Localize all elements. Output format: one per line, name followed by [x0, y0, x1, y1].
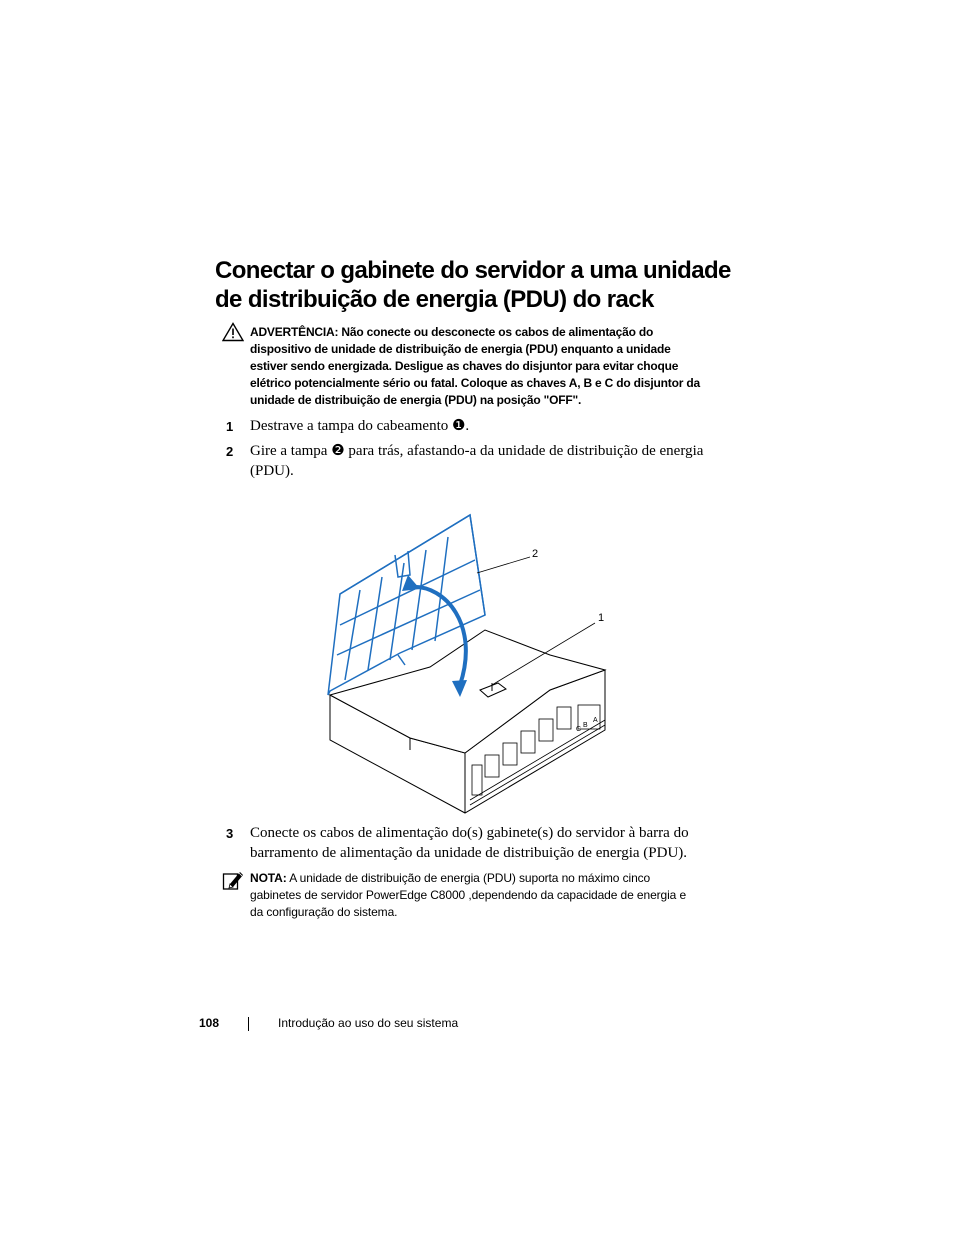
- footer-divider: [248, 1017, 249, 1031]
- note-body: A unidade de distribuição de energia (PDU) suporta no máximo cinco gabinetes de servidor PowerEdge C8000 ,dependendo da capacidade de energia e da configuração do sistema.: [250, 871, 687, 919]
- warning-text: [250, 324, 702, 409]
- callout-1: 1: [598, 612, 605, 624]
- step-number: 1: [226, 419, 234, 434]
- note-pencil-icon: [222, 869, 244, 896]
- step-text: Conecte os cabos de alimentação do(s) gabinete(s) do servidor à barra do barramento de alimentação da unidade de distribuição de energia (PDU).: [250, 825, 689, 861]
- breaker-label-b: B: [583, 722, 588, 729]
- step-text: Gire a tampa ❷ para trás, afastando-a da unidade de distribuição de energia (PDU).: [250, 443, 704, 479]
- page-number: 108: [199, 1016, 220, 1030]
- warning-label: ADVERTÊNCIA:: [250, 325, 339, 339]
- callout-2: 2: [532, 548, 539, 560]
- breaker-label-a: A: [593, 717, 598, 724]
- warning-triangle-icon: [222, 322, 244, 347]
- note-text: [250, 870, 702, 921]
- page-title: Conectar o gabinete do servidor a uma unidade de distribuição de energia (PDU) do rack: [215, 257, 731, 313]
- footer-title: Introdução ao uso do seu sistema: [278, 1016, 459, 1030]
- note-label: NOTA:: [250, 871, 287, 885]
- pdu-cover-illustration: [320, 505, 620, 820]
- step-number: 2: [226, 444, 234, 459]
- step-text: Destrave a tampa do cabeamento ❶.: [250, 418, 470, 434]
- step-number: 3: [226, 826, 234, 841]
- breaker-label-c: C: [576, 726, 582, 733]
- warning-body: Não conecte ou desconecte os cabos de alimentação do dispositivo de unidade de distribuição de energia (PDU) enquanto a unidade estiver sendo energizada. Desligue as chaves do disjuntor para evitar choque elétrico potencialmente sério ou fatal. Coloque as chaves A, B e C do disjuntor da unidade de distribuição de energia (PDU) na posição "OFF".: [250, 325, 700, 407]
